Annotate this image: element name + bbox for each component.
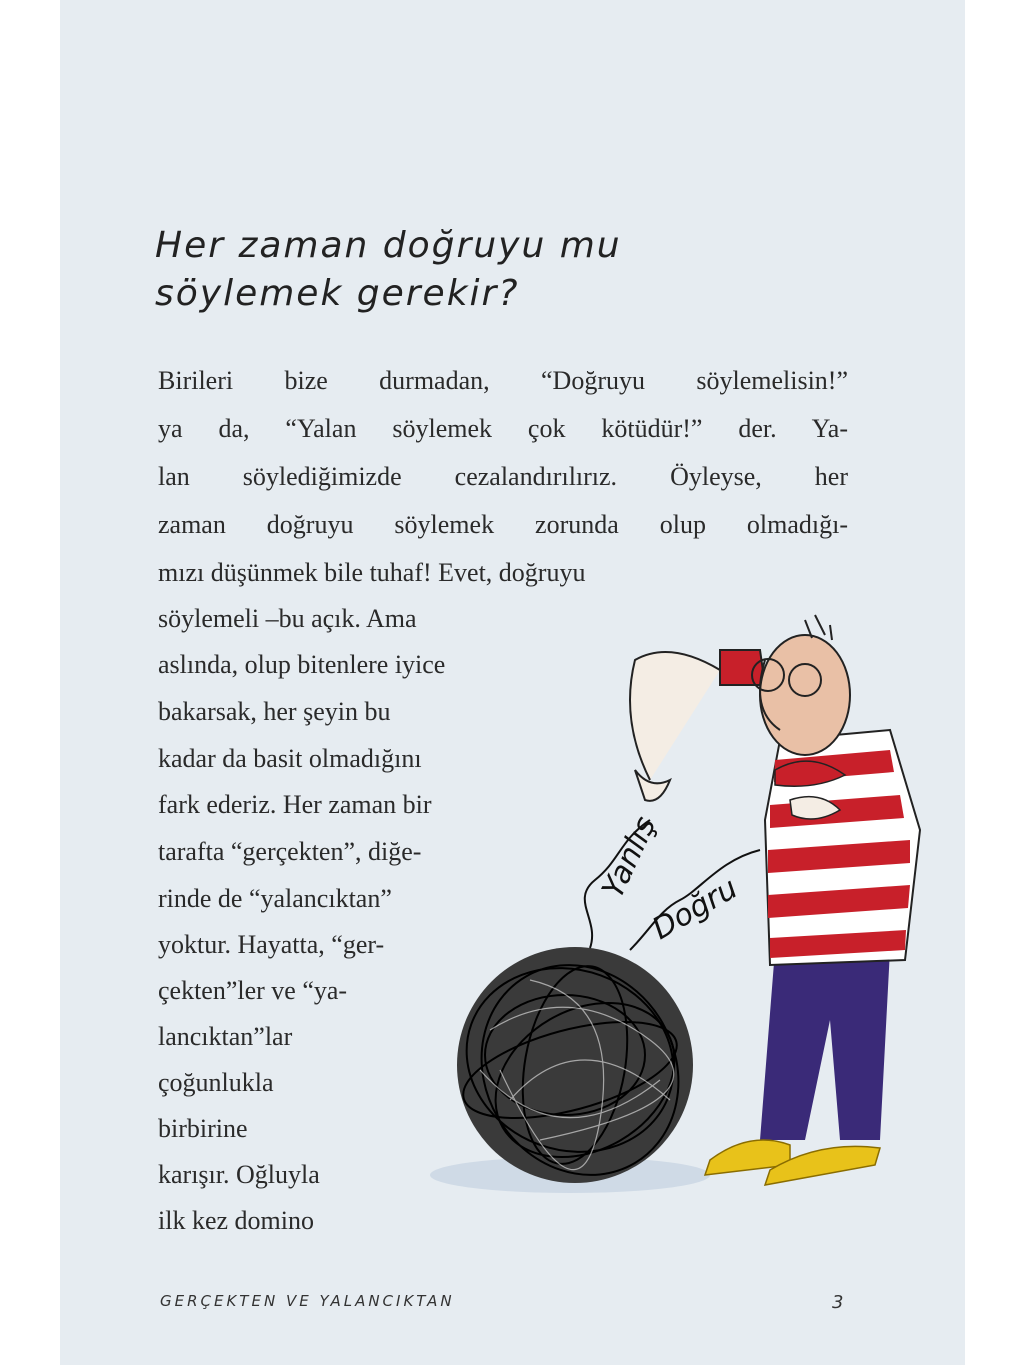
body-line: ya da, “Yalan söylemek çok kötüdür!” der. Ya-	[158, 414, 848, 443]
title-line-1: Her zaman doğruyu mu	[155, 225, 622, 266]
body-line: çoğunlukla	[158, 1068, 274, 1097]
body-line: kadar da basit olmadığını	[158, 744, 422, 773]
page-title	[155, 222, 715, 318]
body-line: aslında, olup bitenlere iyice	[158, 650, 446, 679]
body-line: yoktur. Hayatta, “ger-	[158, 930, 385, 959]
label-true: Doğru	[646, 870, 744, 947]
body-line: mızı düşünmek bile tuhaf! Evet, doğruyu	[158, 558, 586, 587]
body-line: lan söylediğimizde cezalandırılırız. Öyleyse, her	[158, 462, 848, 491]
running-footer-title: GERÇEKTEN VE YALANCIKTAN	[160, 1292, 455, 1310]
body-line: söylemeli –bu açık. Ama	[158, 604, 417, 633]
body-line: tarafta “gerçekten”, diğe-	[158, 837, 422, 866]
label-false: Yanlış	[595, 811, 664, 904]
body-line: çekten”ler ve “ya-	[158, 976, 348, 1005]
body-line: rinde de “yalancıktan”	[158, 884, 392, 913]
body-line: Birileri bize durmadan, “Doğruyu söylemelisin!”	[158, 366, 848, 395]
body-line: fark ederiz. Her zaman bir	[158, 790, 432, 819]
title-line-2: söylemek gerekir?	[155, 273, 520, 314]
body-line: bakarsak, her şeyin bu	[158, 697, 391, 726]
body-line: karışır. Oğluyla	[158, 1160, 320, 1189]
body-line: zaman doğruyu söylemek zorunda olup olmadığı-	[158, 510, 848, 539]
page-number: 3	[832, 1292, 844, 1313]
body-line: ilk kez domino	[158, 1206, 314, 1235]
cartoon-illustration	[420, 600, 940, 1220]
body-line: birbirine	[158, 1114, 248, 1143]
body-line: lancıktan”lar	[158, 1022, 293, 1051]
